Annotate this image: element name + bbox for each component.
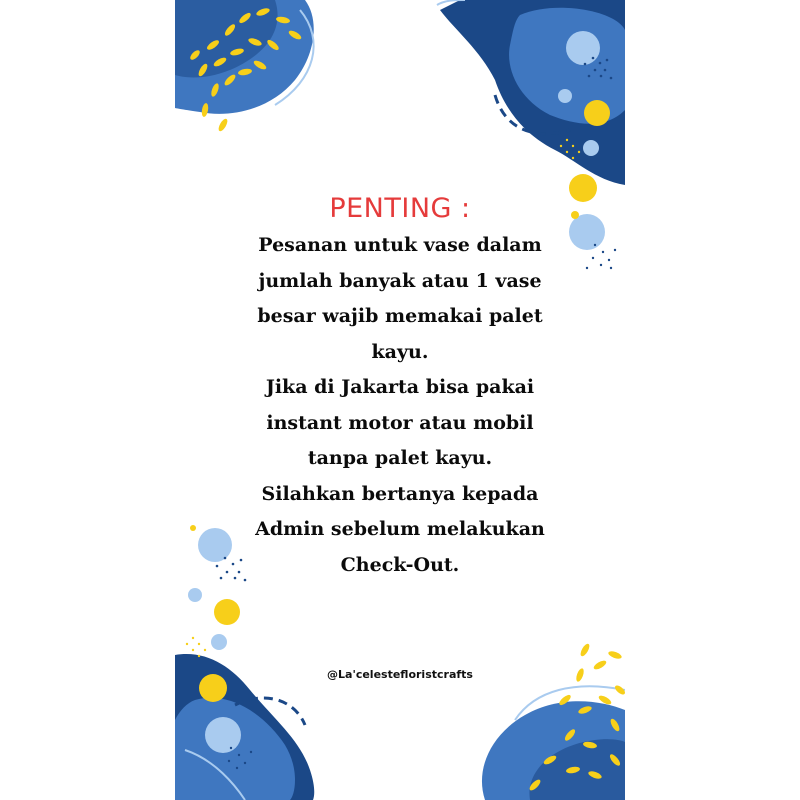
notice-line-9: Admin sebelum melakukan xyxy=(255,518,545,540)
notice-text-block xyxy=(175,193,625,583)
social-handle: @La'celestefloristcrafts xyxy=(327,668,473,681)
notice-card xyxy=(175,0,625,800)
bottom-right-blob-decoration xyxy=(482,642,625,800)
notice-line-2: jumlah banyak atau 1 vase xyxy=(258,269,542,292)
notice-line-8: Silahkan bertanya kepada xyxy=(261,482,539,505)
notice-line-6: instant motor atau mobil xyxy=(266,411,534,434)
notice-title: PENTING : xyxy=(329,193,471,224)
notice-line-5: Jika di Jakarta bisa pakai xyxy=(265,376,535,398)
notice-line-10: Check-Out. xyxy=(340,553,460,576)
notice-line-7: tanpa palet kayu. xyxy=(307,447,493,469)
notice-line-3: besar wajib memakai palet xyxy=(257,305,543,327)
top-left-blob-decoration xyxy=(175,0,314,133)
notice-line-1: Pesanan untuk vase dalam xyxy=(258,234,542,256)
notice-line-4: kayu. xyxy=(371,340,429,363)
